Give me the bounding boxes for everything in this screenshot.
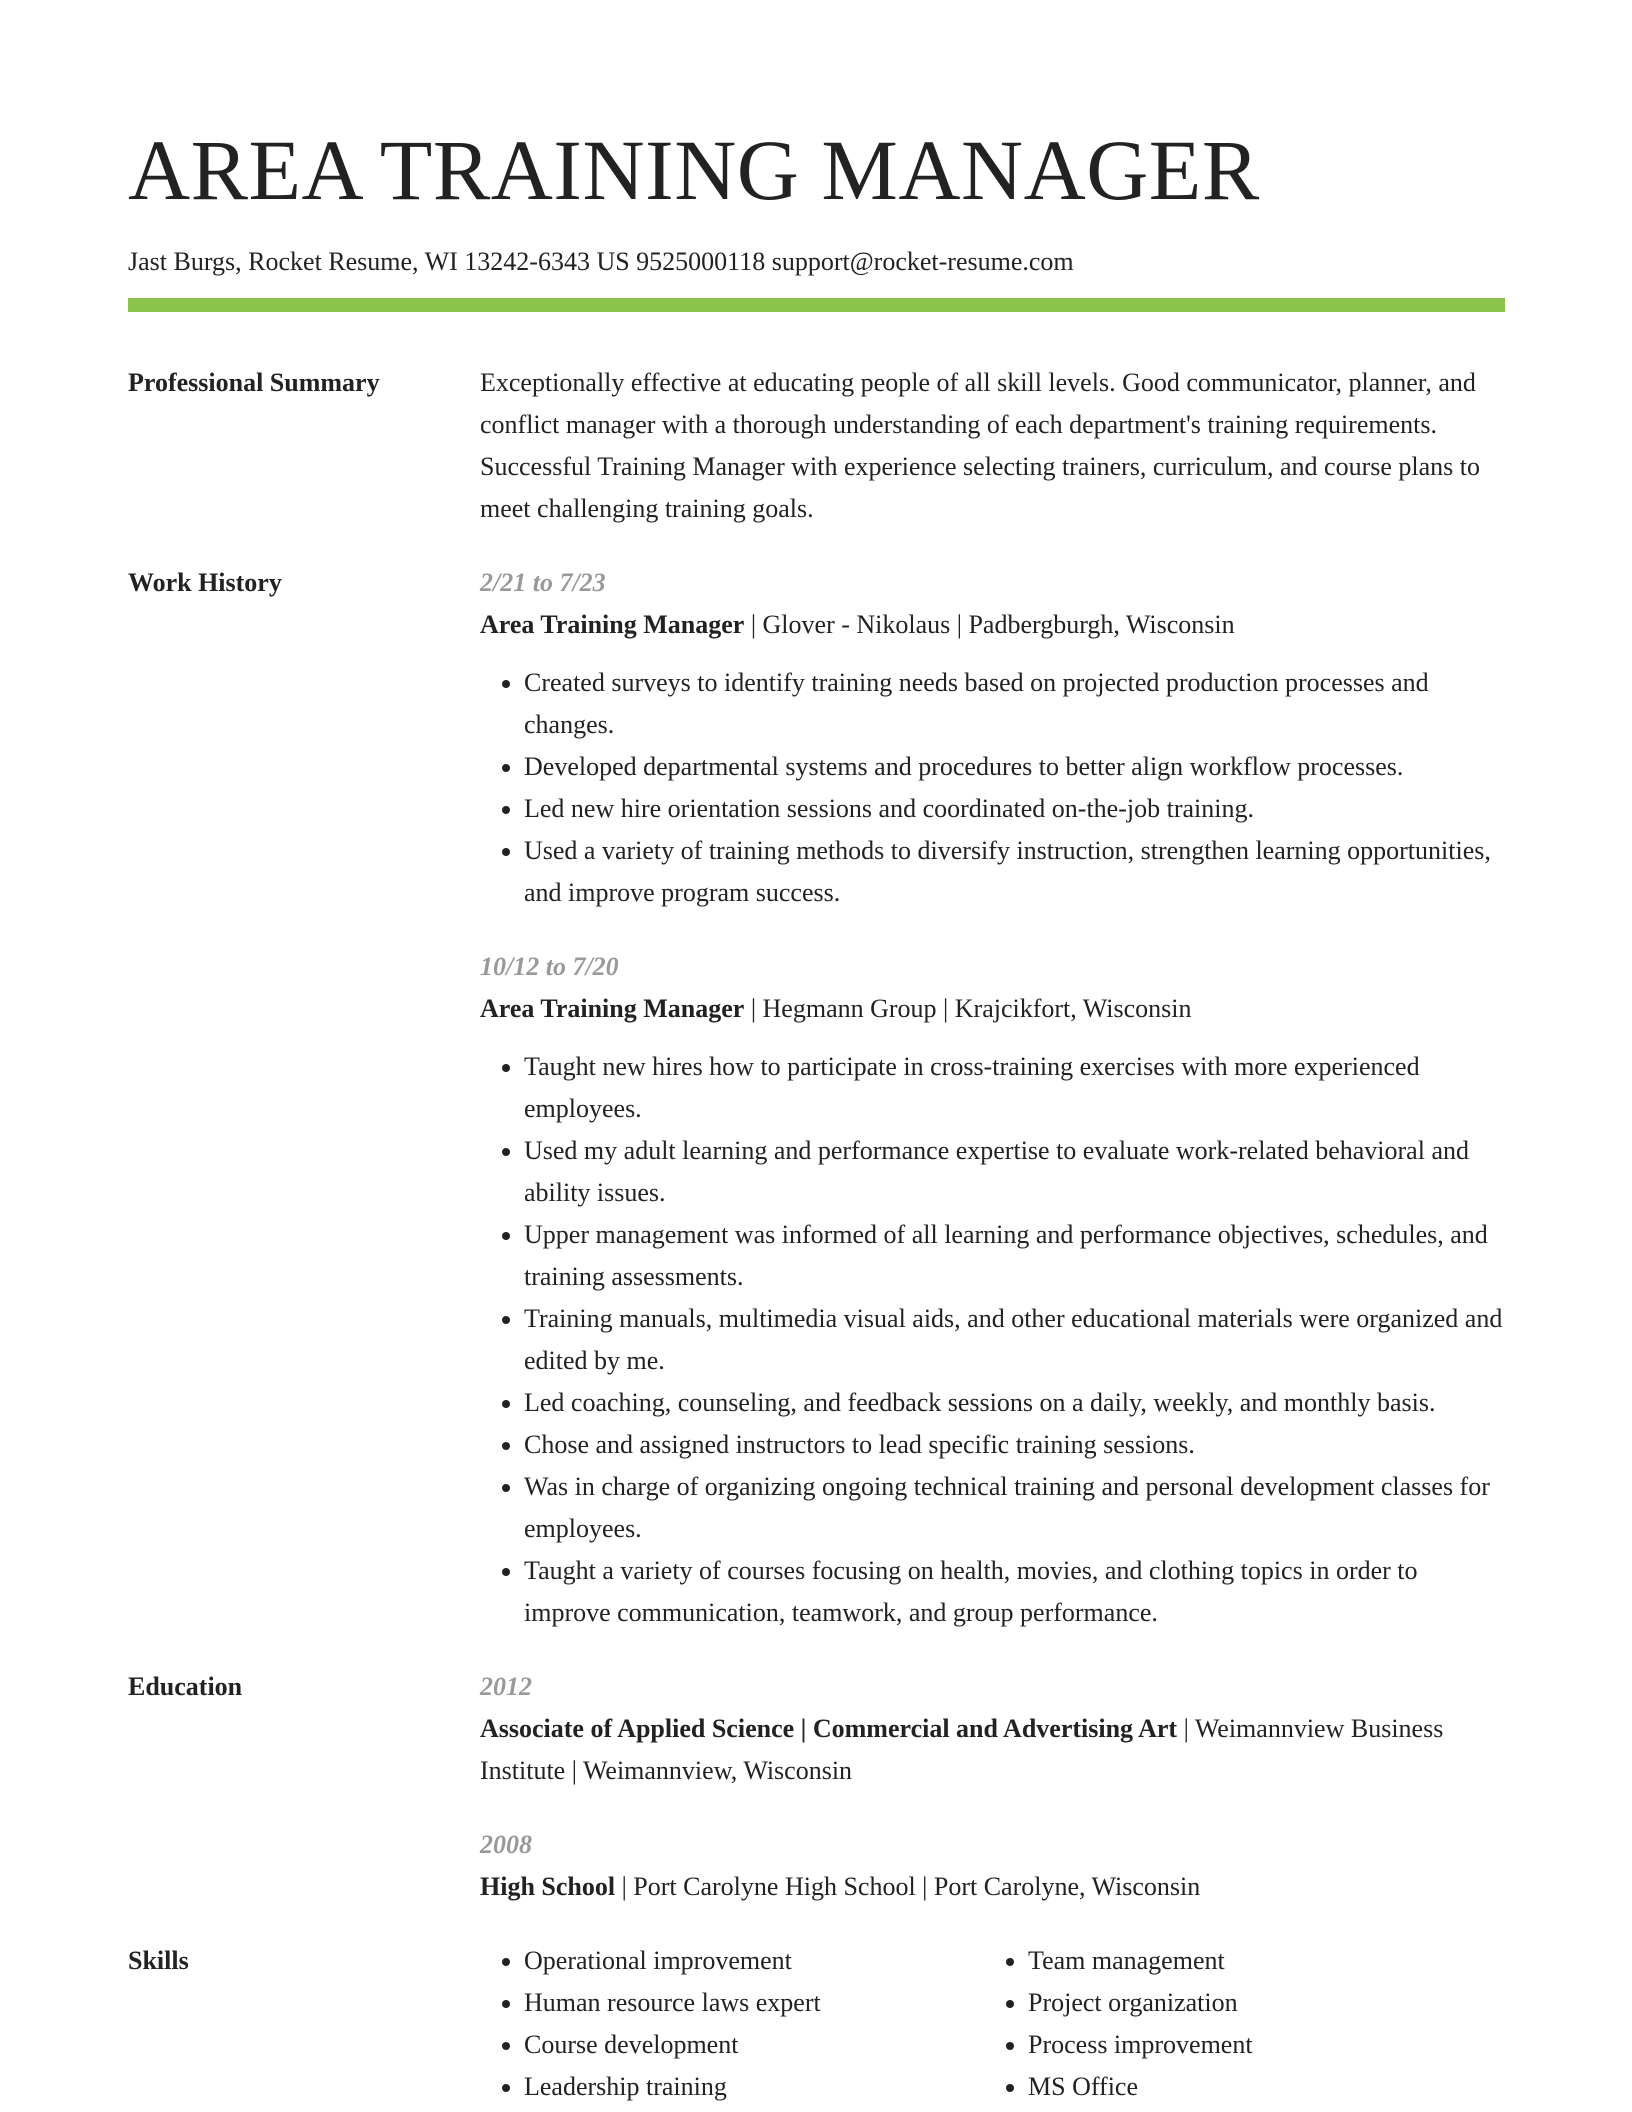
education-heading <box>480 1866 1505 1908</box>
education-year: 2008 <box>480 1830 532 1859</box>
section-title-summary: Professional Summary <box>128 368 380 397</box>
skill-item: • Human resource laws expert <box>524 1982 984 2024</box>
list-item: • Used my adult learning and performance expertise to evaluate work-related behavioral and ability issues. <box>524 1130 1505 1214</box>
job-entry <box>480 946 1505 1634</box>
resume-page <box>128 0 1505 2108</box>
list-item: • Created surveys to identify training needs based on projected production processes and changes. <box>524 662 1505 746</box>
list-item: • Training manuals, multimedia visual aids, and other educational materials were organized and edited by me. <box>524 1298 1505 1382</box>
job-dates: 10/12 to 7/20 <box>480 952 619 981</box>
skills-body <box>480 1940 1505 2108</box>
education-entry <box>480 1666 1505 1792</box>
section-title-skills: Skills <box>128 1946 189 1975</box>
job-entry <box>480 562 1505 914</box>
education-heading <box>480 1708 1505 1792</box>
job-bullets <box>480 1046 1505 1634</box>
job-bullets <box>480 662 1505 914</box>
skill-item: • Leadership training <box>524 2066 984 2108</box>
skills-list-right <box>984 1940 1253 2108</box>
education-body <box>480 1666 1505 1908</box>
list-item: • Led coaching, counseling, and feedback sessions on a daily, weekly, and monthly basis. <box>524 1382 1505 1424</box>
job-heading <box>480 604 1505 646</box>
education-year: 2012 <box>480 1672 532 1701</box>
skills-list-left <box>480 1940 984 2108</box>
job-employer: | Glover - Nikolaus | Padbergburgh, Wisconsin <box>744 610 1235 639</box>
contact-line: Jast Burgs, Rocket Resume, WI 13242-6343 US 9525000118 support@rocket-resume.com <box>128 247 1074 276</box>
summary-section <box>128 362 1505 530</box>
skill-item: • Operational improvement <box>524 1940 984 1982</box>
job-dates: 2/21 to 7/23 <box>480 568 606 597</box>
summary-text: Exceptionally effective at educating people of all skill levels. Good communicator, planner, and conflict manager with a thorough understanding of each department's training requirements. Successful Training Manager with experience selecting trainers, curriculum, and course plans to meet challenging training goals. <box>480 368 1480 523</box>
skill-item: • Project organization <box>1028 1982 1253 2024</box>
work-history-section <box>128 562 1505 1634</box>
education-degree: High School <box>480 1872 616 1901</box>
work-history-body <box>480 562 1505 1634</box>
list-item: • Used a variety of training methods to diversify instruction, strengthen learning opportunities, and improve program success. <box>524 830 1505 914</box>
list-item: • Taught new hires how to participate in cross-training exercises with more experienced employees. <box>524 1046 1505 1130</box>
list-item: • Led new hire orientation sessions and coordinated on-the-job training. <box>524 788 1505 830</box>
skill-item: • MS Office <box>1028 2066 1253 2108</box>
list-item: • Taught a variety of courses focusing on health, movies, and clothing topics in order to improve communication, teamwork, and group performance. <box>524 1550 1505 1634</box>
section-title-work-history: Work History <box>128 568 282 597</box>
education-degree: Associate of Applied Science | Commercial and Advertising Art <box>480 1714 1178 1743</box>
resume-title: AREA TRAINING MANAGER <box>128 122 1260 218</box>
job-role: Area Training Manager <box>480 610 745 639</box>
education-school: | Port Carolyne High School | Port Carolyne, Wisconsin <box>615 1872 1201 1901</box>
education-section <box>128 1666 1505 1908</box>
skill-item: • Process improvement <box>1028 2024 1253 2066</box>
skills-section <box>128 1940 1505 2108</box>
header-divider <box>128 298 1505 312</box>
education-entry <box>480 1824 1505 1908</box>
education-school: | Weimannview Business Institute | Weimannview, Wisconsin <box>480 1714 1444 1785</box>
job-role: Area Training Manager <box>480 994 745 1023</box>
list-item: • Chose and assigned instructors to lead specific training sessions. <box>524 1424 1505 1466</box>
skill-item: • Course development <box>524 2024 984 2066</box>
job-employer: | Hegmann Group | Krajcikfort, Wisconsin <box>744 994 1192 1023</box>
list-item: • Upper management was informed of all learning and performance objectives, schedules, and training assessments. <box>524 1214 1505 1298</box>
list-item: • Was in charge of organizing ongoing technical training and personal development classes for employees. <box>524 1466 1505 1550</box>
list-item: • Developed departmental systems and procedures to better align workflow processes. <box>524 746 1505 788</box>
job-heading <box>480 988 1505 1030</box>
skill-item: • Team management <box>1028 1940 1253 1982</box>
section-title-education: Education <box>128 1672 243 1701</box>
